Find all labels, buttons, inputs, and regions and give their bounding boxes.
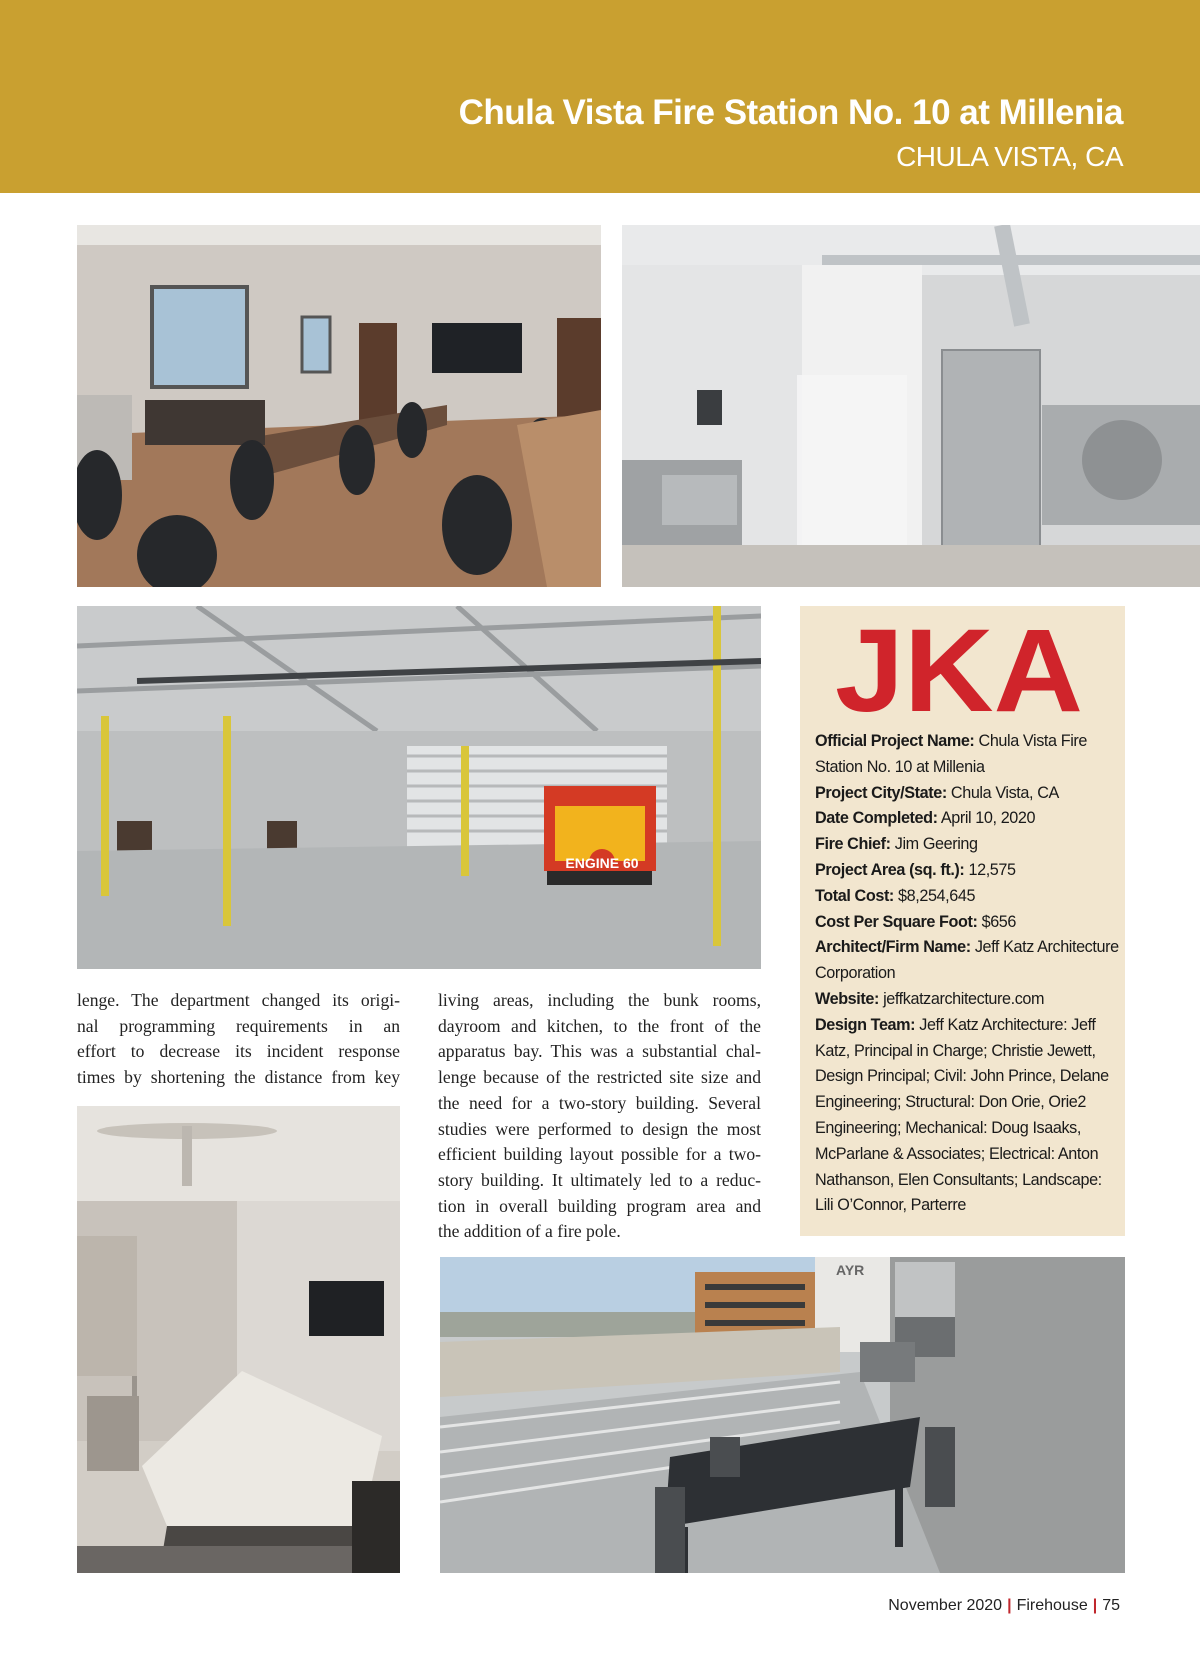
fact-value: Jeff Katz Architecture Corporation — [815, 938, 1119, 983]
fact-architect — [815, 935, 1120, 987]
engine-number: ENGINE 60 — [565, 855, 639, 871]
fact-label: Design Team: — [815, 1015, 916, 1034]
body-line: studies were performed to design the most — [438, 1118, 761, 1139]
body-text-column-2 — [438, 988, 761, 1245]
fact-project-area — [815, 858, 1120, 884]
body-line: lenge. The department changed its origi- — [77, 990, 400, 1010]
footer-separator: | — [1007, 1597, 1012, 1614]
fact-label: Architect/Firm Name: — [815, 938, 971, 957]
decon-laundry-room-photo — [622, 225, 1200, 587]
fact-design-team — [815, 1013, 1120, 1219]
fact-website — [815, 987, 1120, 1013]
jka-logo — [834, 616, 1084, 726]
rooftop-sign: AYR — [836, 1262, 865, 1278]
rooftop-patio-photo — [440, 1257, 1125, 1573]
fact-label: Date Completed: — [815, 809, 938, 828]
apparatus-bay-photo — [77, 606, 761, 969]
fact-value: $656 — [977, 912, 1017, 931]
fact-label: Project Area (sq. ft.): — [815, 860, 965, 879]
body-line: story building. It ultimately led to a reduc- — [438, 1169, 761, 1190]
body-line: the addition of a fire pole. — [438, 1221, 621, 1242]
fact-city-state — [815, 781, 1120, 807]
fact-value: Jeff Katz Architecture: Jeff Katz, Principal in Charge; Christie Jewett, Design Principal; Civil: John Prince, Delane Engineering; Structural: Don Orie, Orie2 Engineering; Mechanical: Doug Isaaks, McParlane & Associates; Electrical: Anton Nathanson, Elen Consultants; Landscape: Lili O’Connor, Parterre — [815, 1015, 1109, 1215]
bunk-room-photo — [77, 1106, 400, 1573]
footer-date: November 2020 — [888, 1597, 1003, 1614]
page-footer — [888, 1597, 1120, 1615]
body-line: times by shortening the distance from key — [77, 1067, 400, 1088]
fact-label: Cost Per Square Foot: — [815, 912, 978, 931]
project-facts-sidebar — [800, 606, 1125, 1236]
fact-value: April 10, 2020 — [937, 809, 1036, 828]
fact-project-name — [815, 729, 1120, 781]
body-line: apparatus bay. This was a substantial chal- — [438, 1041, 761, 1062]
fact-value: Jim Geering — [890, 835, 978, 854]
page-subtitle: CHULA VISTA, CA — [896, 141, 1123, 172]
body-line: dayroom and kitchen, to the front of the — [438, 1015, 761, 1036]
body-line: tion in overall building program area and — [438, 1195, 761, 1216]
body-line: the need for a two-story building. Several — [438, 1092, 761, 1113]
footer-magazine: Firehouse — [1016, 1597, 1088, 1614]
conference-room-photo — [77, 225, 601, 587]
body-line: lenge because of the restricted site size and — [438, 1067, 761, 1088]
project-facts — [815, 729, 1120, 1219]
fact-value: Chula Vista, CA — [946, 783, 1059, 802]
page-title: Chula Vista Fire Station No. 10 at Millenia — [458, 93, 1123, 132]
body-text-column-1 — [77, 988, 400, 1091]
fact-date-completed — [815, 806, 1120, 832]
fact-fire-chief — [815, 832, 1120, 858]
fact-total-cost — [815, 884, 1120, 910]
body-line: living areas, including the bunk rooms, — [438, 990, 761, 1010]
header-band — [0, 0, 1200, 193]
page-number: 75 — [1102, 1597, 1120, 1614]
fact-label: Total Cost: — [815, 886, 894, 905]
fact-label: Official Project Name: — [815, 732, 975, 750]
fact-label: Project City/State: — [815, 783, 947, 802]
fact-value: 12,575 — [964, 860, 1016, 879]
body-line: efficient building layout possible for a two- — [438, 1144, 761, 1165]
jka-logo-text: JKA — [835, 616, 1083, 726]
body-line: effort to decrease its incident response — [77, 1041, 400, 1062]
fact-label: Fire Chief: — [815, 835, 891, 854]
fact-label: Website: — [815, 989, 879, 1008]
fact-cost-per-sq-ft — [815, 910, 1120, 936]
fact-value: Chula Vista Fire Station No. 10 at Millenia — [815, 732, 1087, 776]
fact-value: jeffkatzarchitecture.com — [878, 989, 1045, 1008]
body-line: nal programming requirements in an — [77, 1015, 400, 1036]
footer-separator: | — [1092, 1597, 1098, 1614]
fact-value: $8,254,645 — [893, 886, 976, 905]
